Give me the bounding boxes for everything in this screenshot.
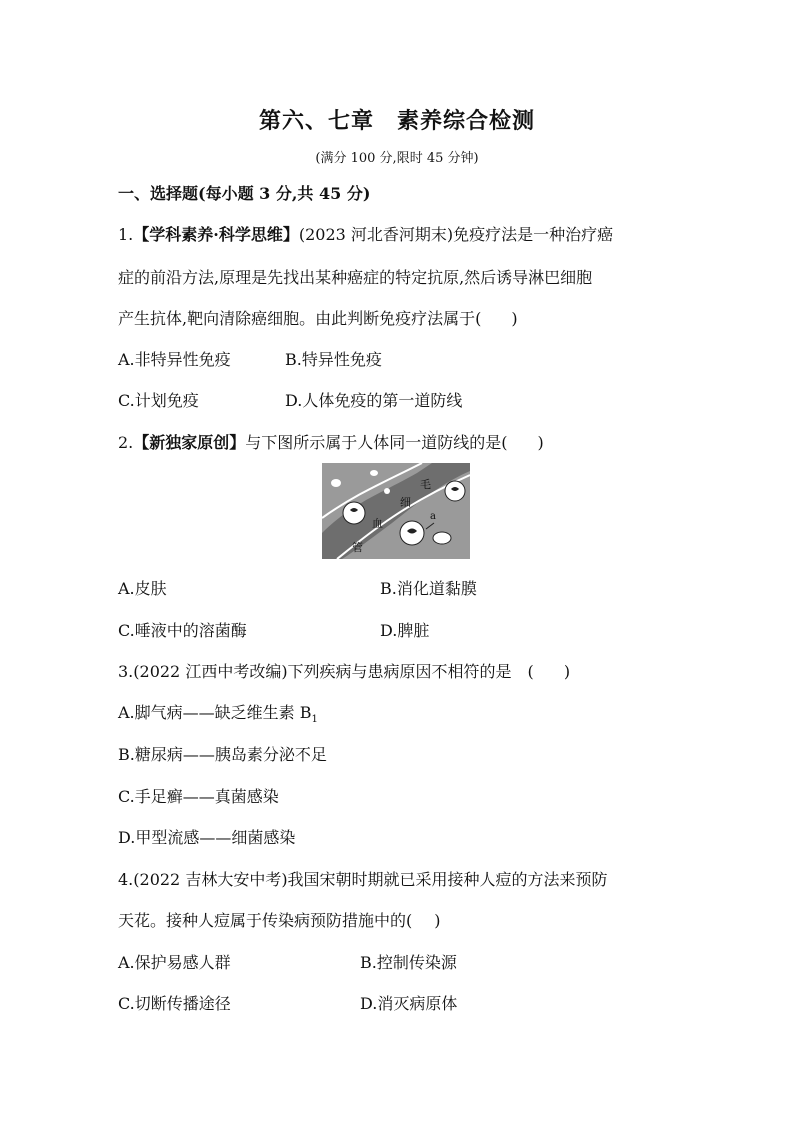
- label-xue: 血: [372, 517, 383, 530]
- q1-text-3: 产生抗体,靶向清除癌细胞。由此判断免疫疗法属于(: [118, 309, 482, 328]
- q4-option-b: B.控制传染源: [360, 953, 457, 972]
- bacterium: [433, 532, 451, 544]
- q3-option-c: C.手足癣——真菌感染: [118, 787, 279, 806]
- label-guan: 管: [352, 541, 363, 554]
- q1-tag: 【学科素养·科学思维】: [133, 225, 299, 244]
- q1-number: 1.: [118, 225, 134, 244]
- label-xi: 细: [400, 496, 411, 509]
- q4-line-2: [118, 908, 441, 931]
- q2-option-a: A.皮肤: [118, 579, 167, 598]
- q1-text-1: (2023 河北香河期末)免疫疗法是一种治疗癌: [298, 225, 614, 244]
- blood-cell-2: [370, 470, 378, 476]
- q4-option-c: C.切断传播途径: [118, 994, 231, 1013]
- page-title: 第六、七章 素养综合检测: [258, 109, 535, 134]
- q2-option-d: D.脾脏: [380, 621, 430, 640]
- page-subtitle: (满分 100 分,限时 45 分钟): [315, 151, 479, 166]
- q2-number: 2.: [118, 433, 134, 452]
- q3-option-d: D.甲型流感——细菌感染: [118, 828, 296, 847]
- q1-option-b: B.特异性免疫: [285, 350, 382, 369]
- q2-option-b: B.消化道黏膜: [380, 579, 477, 598]
- q3-line-1: [118, 659, 570, 682]
- q3-option-a-subscript: 1: [311, 714, 318, 726]
- q1-line-3: [118, 306, 518, 329]
- q3-text: 3.(2022 江西中考改编)下列疾病与患病原因不相符的是 (: [118, 662, 534, 681]
- q1-option-d: D.人体免疫的第一道防线: [285, 391, 463, 410]
- q2-option-c: C.唾液中的溶菌酶: [118, 621, 247, 640]
- q1-line-1: [118, 222, 613, 245]
- q1-line-2: 症的前沿方法,原理是先找出某种癌症的特定抗原,然后诱导淋巴细胞: [118, 268, 593, 287]
- blood-cell-1: [331, 479, 341, 487]
- section-heading: 一、选择题(每小题 3 分,共 45 分): [118, 184, 371, 203]
- blood-cell-3: [384, 488, 390, 494]
- q4-text-2: 天花。接种人痘属于传染病预防措施中的(: [118, 911, 413, 930]
- label-a: a: [430, 511, 436, 522]
- q2-close-paren: ): [537, 433, 544, 452]
- q2-tag: 【新独家原创】: [133, 433, 246, 452]
- q4-option-d: D.消灭病原体: [360, 994, 458, 1013]
- q4-option-a: A.保护易感人群: [118, 953, 231, 972]
- q1-option-a: A.非特异性免疫: [118, 350, 231, 369]
- q4-line-1: 4.(2022 吉林大安中考)我国宋朝时期就已采用接种人痘的方法来预防: [118, 870, 608, 889]
- label-mao: 毛: [420, 478, 431, 491]
- q3-option-a: [118, 700, 318, 725]
- q3-close-paren: ): [563, 662, 571, 681]
- q3-option-a-text: A.脚气病——缺乏维生素 B: [118, 703, 312, 722]
- q4-close-paren: ): [434, 911, 441, 930]
- phagocyte-cell-1: [343, 502, 365, 524]
- q3-option-b: B.糖尿病——胰岛素分泌不足: [118, 745, 327, 764]
- q1-option-c: C.计划免疫: [118, 391, 199, 410]
- q2-line-1: [118, 430, 544, 453]
- q2-text: 与下图所示属于人体同一道防线的是(: [245, 433, 508, 452]
- capillary-phagocyte-figure: [322, 463, 470, 559]
- q1-close-paren: ): [511, 309, 518, 328]
